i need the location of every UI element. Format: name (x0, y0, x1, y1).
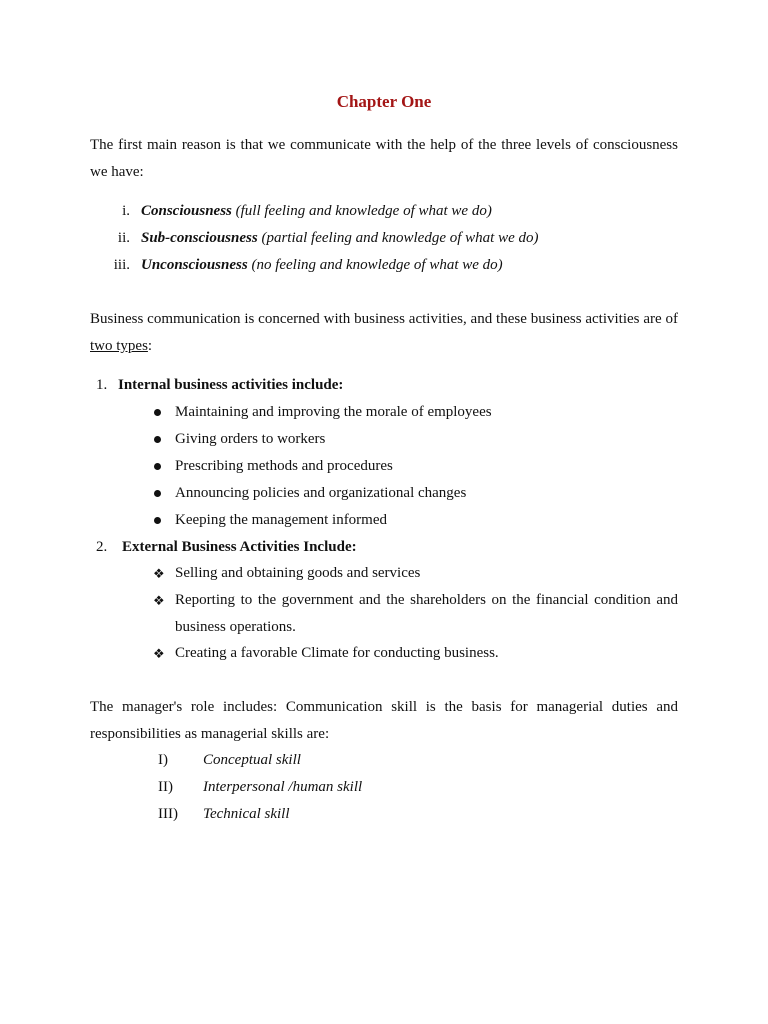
external-item (153, 640, 678, 667)
internal-item (153, 480, 678, 507)
skill-number: I) (158, 752, 168, 768)
bullet-icon (154, 409, 161, 416)
internal-item (153, 399, 678, 426)
bullet-icon (154, 463, 161, 470)
external-item-text: Reporting to the government and the shareholders on the financial condition and business operations. (175, 592, 678, 635)
external-heading-row (96, 534, 678, 561)
internal-item (153, 426, 678, 453)
business-colon: : (147, 338, 153, 354)
skill-label: Technical skill (203, 806, 290, 822)
consciousness-desc: (no feeling and knowledge of what we do) (251, 257, 503, 273)
skill-number: III) (158, 806, 178, 822)
skill-label: Conceptual skill (203, 752, 301, 768)
consciousness-item (90, 252, 678, 279)
consciousness-text (141, 252, 503, 279)
consciousness-desc: (full feeling and knowledge of what we do) (235, 203, 492, 219)
bullet-icon (154, 490, 161, 497)
list-number: 1. (96, 377, 108, 393)
roman-numeral: i. (122, 203, 130, 219)
diamond-bullet-icon: ❖ (153, 566, 165, 581)
business-text: Business communication is concerned with business activities, and these business activities are of (90, 311, 678, 327)
internal-heading-row (96, 372, 678, 399)
manager-paragraph: The manager's role includes: Communication skill is the basis for managerial duties and responsibilities as managerial skills are: (90, 699, 678, 742)
external-item (153, 560, 678, 587)
external-heading: External Business Activities Include: (122, 539, 357, 555)
bullet-icon (154, 436, 161, 443)
chapter-title: Chapter One (336, 92, 432, 111)
consciousness-item (90, 198, 678, 225)
internal-item-text: Giving orders to workers (175, 431, 326, 447)
business-paragraph (90, 306, 678, 360)
consciousness-term: Sub-consciousness (141, 230, 258, 246)
diamond-bullet-icon: ❖ (153, 593, 165, 608)
internal-heading: Internal business activities include: (118, 377, 344, 393)
internal-item-text: Keeping the management informed (175, 512, 388, 528)
skill-item (158, 747, 578, 774)
consciousness-item (90, 225, 678, 252)
roman-numeral: ii. (117, 230, 130, 246)
bullet-icon (154, 517, 161, 524)
skill-item (158, 801, 578, 828)
internal-item-text: Maintaining and improving the morale of employees (175, 404, 492, 420)
consciousness-term: Consciousness (141, 203, 232, 219)
consciousness-desc: (partial feeling and knowledge of what we do) (261, 230, 539, 246)
external-item-text: Creating a favorable Climate for conducting business. (175, 645, 499, 661)
external-item-text: Selling and obtaining goods and services (175, 565, 421, 581)
consciousness-text (141, 198, 492, 225)
consciousness-text (141, 225, 539, 252)
two-types-underlined: two types (90, 338, 148, 354)
internal-item (153, 507, 678, 534)
diamond-bullet-icon: ❖ (153, 646, 165, 661)
internal-item (153, 453, 678, 480)
list-number: 2. (96, 539, 108, 555)
intro-paragraph: The first main reason is that we communicate with the help of the three levels of consciousness we have: (90, 137, 678, 180)
skill-item (158, 774, 578, 801)
roman-numeral: iii. (113, 257, 130, 273)
consciousness-term: Unconsciousness (141, 257, 248, 273)
internal-item-text: Announcing policies and organizational changes (175, 485, 467, 501)
skill-number: II) (158, 779, 173, 795)
skill-label: Interpersonal /human skill (203, 779, 363, 795)
internal-item-text: Prescribing methods and procedures (175, 458, 393, 474)
